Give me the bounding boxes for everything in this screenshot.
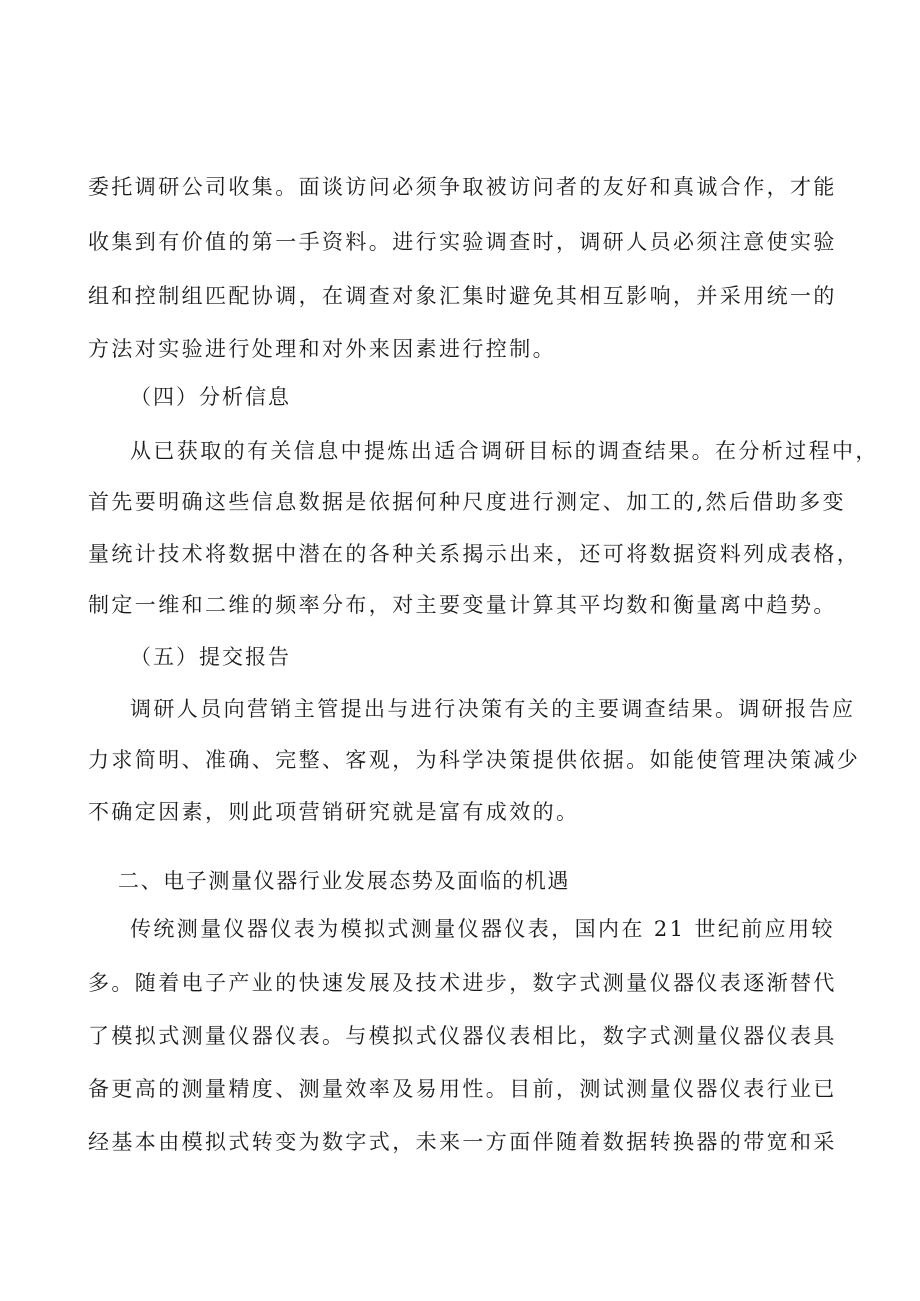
heading-analysis: （四）分析信息 bbox=[130, 385, 291, 409]
text-line: 多。随着电子产业的快速发展及技术进步，数字式测量仪器仪表逐渐替代 bbox=[88, 971, 837, 995]
heading-report: （五）提交报告 bbox=[130, 645, 291, 669]
section-title: 二、电子测量仪器行业发展态势及面临的机遇 bbox=[118, 869, 570, 893]
text-line: 从已获取的有关信息中提炼出适合调研目标的调查结果。在分析过程中， bbox=[130, 439, 879, 463]
text-line: 制定一维和二维的频率分布，对主要变量计算其平均数和衡量离中趋势。 bbox=[88, 593, 837, 617]
text-line: 量统计技术将数据中潜在的各种关系揭示出来，还可将数据资料列成表格， bbox=[88, 542, 861, 566]
text-line: 调研人员向营销主管提出与进行决策有关的主要调查结果。调研报告应 bbox=[130, 697, 856, 721]
text-line: 首先要明确这些信息数据是依据何种尺度进行测定、加工的,然后借助多变 bbox=[88, 490, 846, 514]
text-line: 了模拟式测量仪器仪表。与模拟式仪器仪表相比，数字式测量仪器仪表具 bbox=[88, 1024, 837, 1048]
text-line: 方法对实验进行处理和对外来因素进行控制。 bbox=[88, 337, 556, 361]
text-line: 不确定因素，则此项营销研究就是富有成效的。 bbox=[88, 800, 580, 824]
text-line: 力求简明、准确、完整、客观，为科学决策提供依据。如能使管理决策减少 bbox=[88, 748, 861, 772]
text-line: 组和控制组匹配协调，在调查对象汇集时避免其相互影响，并采用统一的 bbox=[88, 284, 837, 308]
text-line: 备更高的测量精度、测量效率及易用性。目前，测试测量仪器仪表行业已 bbox=[88, 1077, 837, 1101]
text-line: 经基本由模拟式转变为数字式，未来一方面伴随着数据转换器的带宽和采 bbox=[88, 1130, 837, 1154]
text-line: 委托调研公司收集。面谈访问必须争取被访问者的友好和真诚合作，才能 bbox=[88, 175, 837, 199]
text-line: 传统测量仪器仪表为模拟式测量仪器仪表，国内在 21 世纪前应用较 bbox=[130, 917, 835, 941]
text-line: 收集到有价值的第一手资料。进行实验调查时，调研人员必须注意使实验 bbox=[88, 230, 837, 254]
